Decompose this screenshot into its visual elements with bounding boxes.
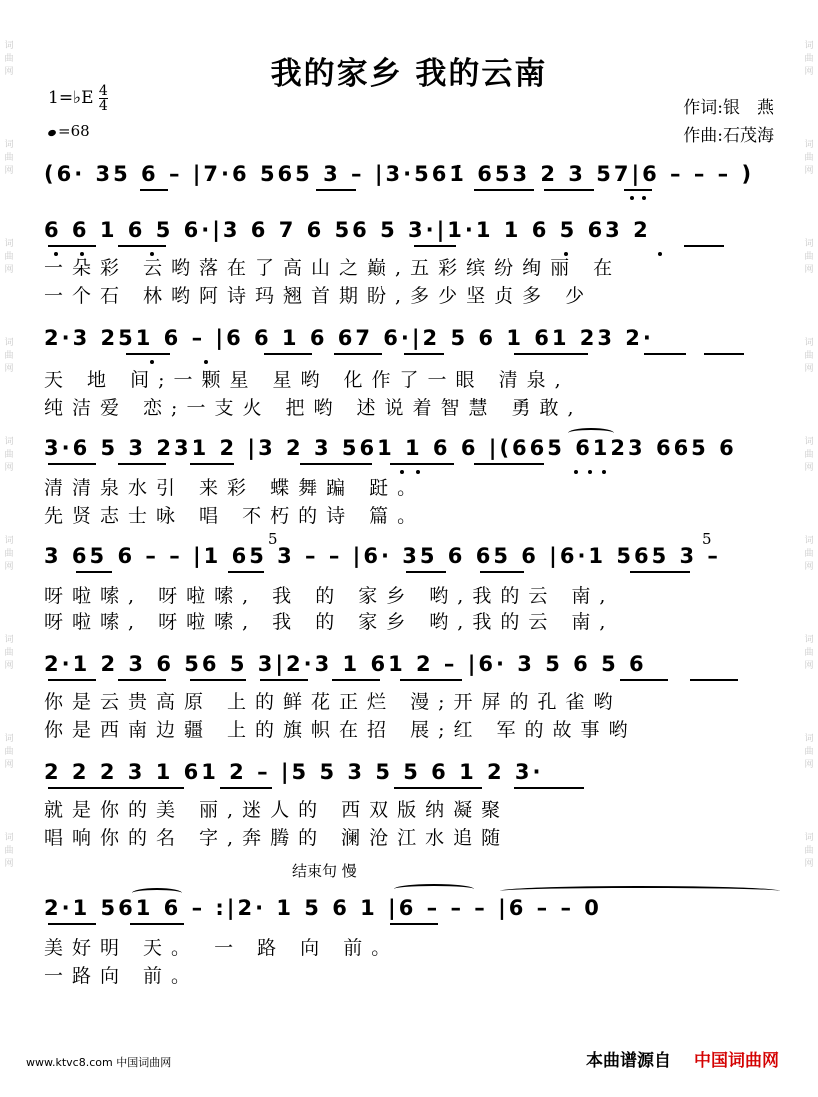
slur (568, 428, 614, 438)
site-url: www.ktvc8.com 中国词曲网 (26, 1056, 172, 1069)
lyric-verse-2: 一路向 前。 (44, 965, 200, 987)
beam (390, 923, 438, 925)
watermark-unit: 词曲网 (4, 140, 14, 176)
beam (684, 245, 724, 247)
song-title: 我的家乡 我的云南 (270, 56, 548, 92)
beam (624, 189, 652, 191)
watermark-unit: 词曲网 (804, 41, 814, 77)
beam (48, 787, 184, 789)
beam (140, 189, 168, 191)
low-octave-dot (630, 196, 634, 200)
notation-line: 2·1 2 3 6 56 5 3|2·3 1 61 2 – |6· 3 5 6 5 6 (44, 652, 647, 676)
lyric-verse-2: 呀啦嗦, 呀啦嗦, 我 的 家乡 哟,我的云 南, (44, 611, 615, 633)
source-site-name: 中国词曲网 (694, 1051, 779, 1071)
slur (132, 888, 182, 898)
watermark-unit: 词曲网 (804, 140, 814, 176)
beam (126, 353, 170, 355)
beam (400, 679, 462, 681)
tie (500, 886, 780, 896)
beam (300, 463, 372, 465)
watermark-unit: 词曲网 (804, 635, 814, 671)
beam (118, 463, 166, 465)
beam (414, 245, 456, 247)
watermark-left (2, 0, 16, 1097)
beam (260, 679, 308, 681)
beam (48, 923, 96, 925)
notation-line: (6· 35 6 – |7·6 565 3 – |3·561̇ 653 2 3 57|6 – – – ) (44, 162, 755, 186)
watermark-unit: 词曲网 (804, 338, 814, 374)
watermark-unit: 词曲网 (4, 239, 14, 275)
beam (620, 679, 668, 681)
lyric-verse-2: 你是西南边疆 上的旗帜在招 展;红 军的故事哟 (44, 719, 637, 741)
quarter-note-icon (47, 129, 57, 137)
watermark-unit: 词曲网 (4, 833, 14, 869)
grace-note-mark: 5 (702, 530, 712, 548)
low-octave-dot (400, 470, 404, 474)
watermark-unit: 词曲网 (804, 437, 814, 473)
watermark-unit: 词曲网 (4, 635, 14, 671)
low-octave-dot (588, 470, 592, 474)
grace-note-mark: 5 (268, 530, 278, 548)
low-octave-dot (574, 470, 578, 474)
beam (220, 787, 272, 789)
beam (190, 679, 246, 681)
lyric-verse-2: 先贤志士咏 唱 不朽的诗 篇。 (44, 505, 426, 527)
notation-line: 2·3 251 6 – |6 6 1 6 67 6·|2 5 6 1 61 23 2· (44, 326, 654, 350)
credits (683, 94, 774, 150)
ending-tempo-marking: 结束句 慢 (292, 862, 357, 880)
beam (644, 353, 686, 355)
key-signature (48, 84, 108, 113)
watermark-unit: 词曲网 (4, 437, 14, 473)
beam (690, 679, 738, 681)
low-octave-dot (204, 360, 208, 364)
watermark-unit: 词曲网 (804, 734, 814, 770)
low-octave-dot (150, 360, 154, 364)
time-bottom: 4 (98, 98, 108, 114)
notation-line: 3·6 5 3 231 2 |3 2 3 561 1 6 6 |(665 6123 665 6 (44, 436, 737, 460)
lyricist: 作词:银 燕 (683, 98, 774, 118)
beam (334, 353, 382, 355)
lyric-verse-1: 一朵彩 云哟落在了高山之巅,五彩缤纷绚丽 在 (44, 257, 622, 279)
watermark-unit: 词曲网 (4, 734, 14, 770)
beam (474, 189, 534, 191)
composer: 作曲:石茂海 (683, 126, 774, 146)
lyric-verse-2: 纯洁爱 恋;一支火 把哟 述说着智慧 勇敢, (44, 397, 583, 419)
lyric-verse-1: 你是云贵高原 上的鲜花正烂 漫;开屏的孔雀哟 (44, 691, 622, 713)
source-label: 本曲谱源自 (586, 1051, 671, 1071)
lyric-verse-1: 天 地 间;一颗星 星哟 化作了一眼 清泉, (44, 369, 570, 391)
notation-line: 2 2 2 3 1 61 2 – |5 5 3 5 5 6 1 2 3· (44, 760, 544, 784)
watermark-unit: 词曲网 (4, 41, 14, 77)
key-label: 1=♭E (48, 88, 94, 108)
watermark-unit: 词曲网 (804, 239, 814, 275)
lyric-verse-1: 呀啦嗦, 呀啦嗦, 我 的 家乡 哟,我的云 南, (44, 585, 615, 607)
watermark-unit: 词曲网 (804, 536, 814, 572)
lyric-verse-1: 就是你的美 丽,迷人的 西双版纳凝聚 (44, 799, 510, 821)
slur (394, 884, 474, 894)
beam (390, 463, 454, 465)
tempo-marking (48, 122, 90, 140)
beam (228, 571, 264, 573)
beam (48, 679, 96, 681)
low-octave-dot (602, 470, 606, 474)
lyric-verse-1: 清清泉水引 来彩 蝶舞蹁 跹。 (44, 477, 426, 499)
lyric-verse-2: 唱响你的名 字,奔腾的 澜沧江水追随 (44, 827, 510, 849)
beam (48, 245, 96, 247)
low-octave-dot (416, 470, 420, 474)
beam (264, 353, 312, 355)
low-octave-dot (642, 196, 646, 200)
beam (118, 679, 166, 681)
tempo-value: =68 (58, 122, 90, 140)
watermark-unit: 词曲网 (804, 833, 814, 869)
beam (190, 463, 234, 465)
beam (332, 679, 380, 681)
beam (544, 189, 594, 191)
beam (480, 571, 524, 573)
beam (404, 353, 444, 355)
watermark-right (802, 0, 816, 1097)
beam (474, 463, 544, 465)
beam (704, 353, 744, 355)
beam (316, 189, 356, 191)
beam (118, 245, 166, 247)
beam (130, 923, 184, 925)
beam (394, 787, 482, 789)
beam (48, 463, 96, 465)
watermark-unit: 词曲网 (4, 536, 14, 572)
time-signature (99, 84, 108, 113)
lyric-verse-2: 一个石 林哟阿诗玛翘首期盼,多少坚贞多 少 (44, 285, 594, 307)
time-top: 4 (98, 83, 108, 99)
notation-line: 2·1 561 6 – :|2· 1 5 6 1 |6 – – – |6 – – 0 (44, 896, 602, 920)
lyric-verse-1: 美好明 天。 一 路 向 前。 (44, 937, 400, 959)
beam (406, 571, 446, 573)
beam (76, 571, 112, 573)
beam (514, 353, 588, 355)
beam (514, 787, 584, 789)
notation-line: 6 6 1 6 5 6·|3 6 7 6 56 5 3·|1·1 1 6 5 63 2 (44, 218, 651, 242)
notation-line: 3 65 6 – – |1 65 3 – – |6· 35 6 65 6 |6·1 565 3 – (44, 544, 721, 568)
beam (630, 571, 690, 573)
watermark-unit: 词曲网 (4, 338, 14, 374)
